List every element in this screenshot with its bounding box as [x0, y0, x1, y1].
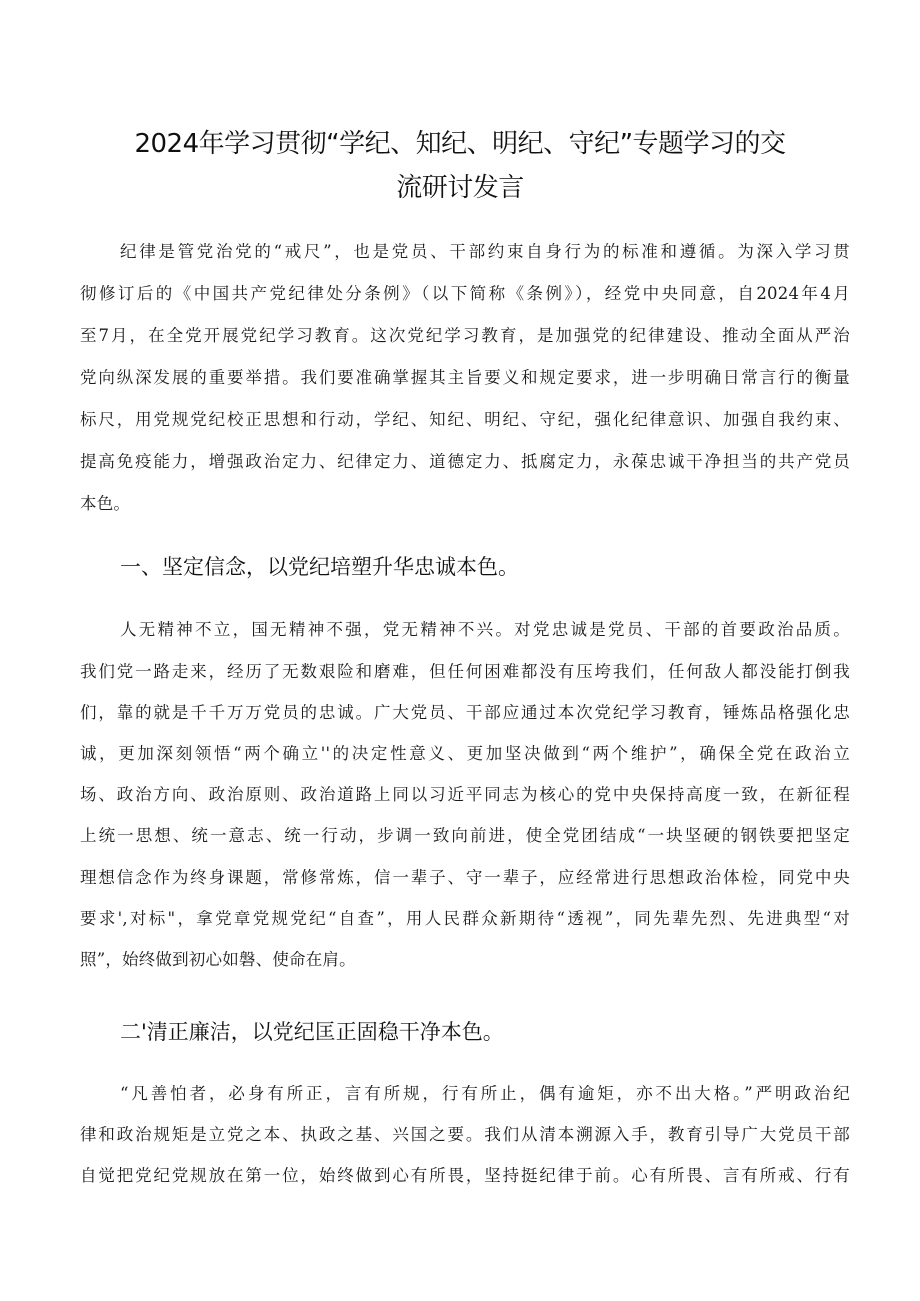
section-1-paragraph-line: 们，靠的就是千千万万党员的忠诚。广大党员、干部应通过本次党纪学习教育，锤炼品格强化忠 — [80, 703, 850, 722]
section-2-paragraph-line: “凡善怕者，必身有所正，言有所规，行有所止，偶有逾矩，亦不出大格。”严明政治纪 — [120, 1084, 850, 1103]
section-1-paragraph-line: 诚，更加深刻领悟“两个确立''的决定性意义、更加坚决做到“两个维护”，确保全党在政治立 — [80, 744, 850, 763]
section-1-heading: 一、坚定信念，以党纪培塑升华忠诚本色。 — [120, 555, 519, 579]
section-1-paragraph-line: 上统一思想、统一意志、统一行动，步调一致向前进，使全党团结成“一块坚硬的钢铁要把坚定 — [80, 826, 850, 845]
intro-paragraph-line: 标尺，用党规党纪校正思想和行动，学纪、知纪、明纪、守纪，强化纪律意识、加强自我约束、 — [80, 410, 850, 429]
intro-paragraph-line: 纪律是管党治党的“戒尺”，也是党员、干部约束自身行为的标准和遵循。为深入学习贯 — [120, 242, 850, 261]
intro-paragraph-line: 彻修订后的《中国共产党纪律处分条例》（以下简称《条例》），经党中央同意，自2024年4月 — [80, 284, 850, 303]
section-2-heading: 二'清正廉洁，以党纪匡正固稳干净本色。 — [120, 1020, 504, 1044]
intro-paragraph-line: 提高免疫能力，增强政治定力、纪律定力、道德定力、抵腐定力，永葆忠诚干净担当的共产党员 — [80, 452, 850, 471]
section-2-paragraph-line: 自觉把党纪党规放在第一位，始终做到心有所畏，坚持挺纪律于前。心有所畏、言有所戒、行有 — [80, 1166, 850, 1185]
document-title-line-2: 流研讨发言 — [396, 173, 524, 203]
intro-paragraph-line: 党向纵深发展的重要举措。我们要准确掌握其主旨要义和规定要求，进一步明确日常言行的衡量 — [80, 368, 850, 387]
intro-paragraph-line: 本色。 — [80, 494, 131, 513]
section-1-paragraph-line: 要求',对标"，拿党章党规党纪“自查”，用人民群众新期待“透视”，同先辈先烈、先进典型“对 — [80, 909, 850, 928]
section-1-paragraph-line: 场、政治方向、政治原则、政治道路上同以习近平同志为核心的党中央保持高度一致，在新征程 — [80, 785, 850, 804]
section-1-paragraph-line: 人无精神不立，国无精神不强，党无精神不兴。对党忠诚是党员、干部的首要政治品质。 — [120, 620, 850, 639]
section-1-paragraph-line: 照”，始终做到初心如磐、使命在肩。 — [80, 950, 356, 969]
intro-paragraph-line: 至7月，在全党开展党纪学习教育。这次党纪学习教育，是加强党的纪律建设、推动全面从严治 — [80, 326, 850, 345]
section-1-paragraph-line: 我们党一路走来，经历了无数艰险和磨难，但任何困难都没有压垮我们，任何敌人都没能打倒我 — [80, 662, 850, 681]
section-1-paragraph-line: 理想信念作为终身课题，常修常炼，信一辈子、守一辈子，应经常进行思想政治体检，同党中央 — [80, 868, 850, 887]
document-title-line-1: 2024年学习贯彻“学纪、知纪、明纪、守纪”专题学习的交 — [134, 129, 786, 159]
section-2-paragraph-line: 律和政治规矩是立党之本、执政之基、兴国之要。我们从清本溯源入手，教育引导广大党员干部 — [80, 1125, 850, 1144]
